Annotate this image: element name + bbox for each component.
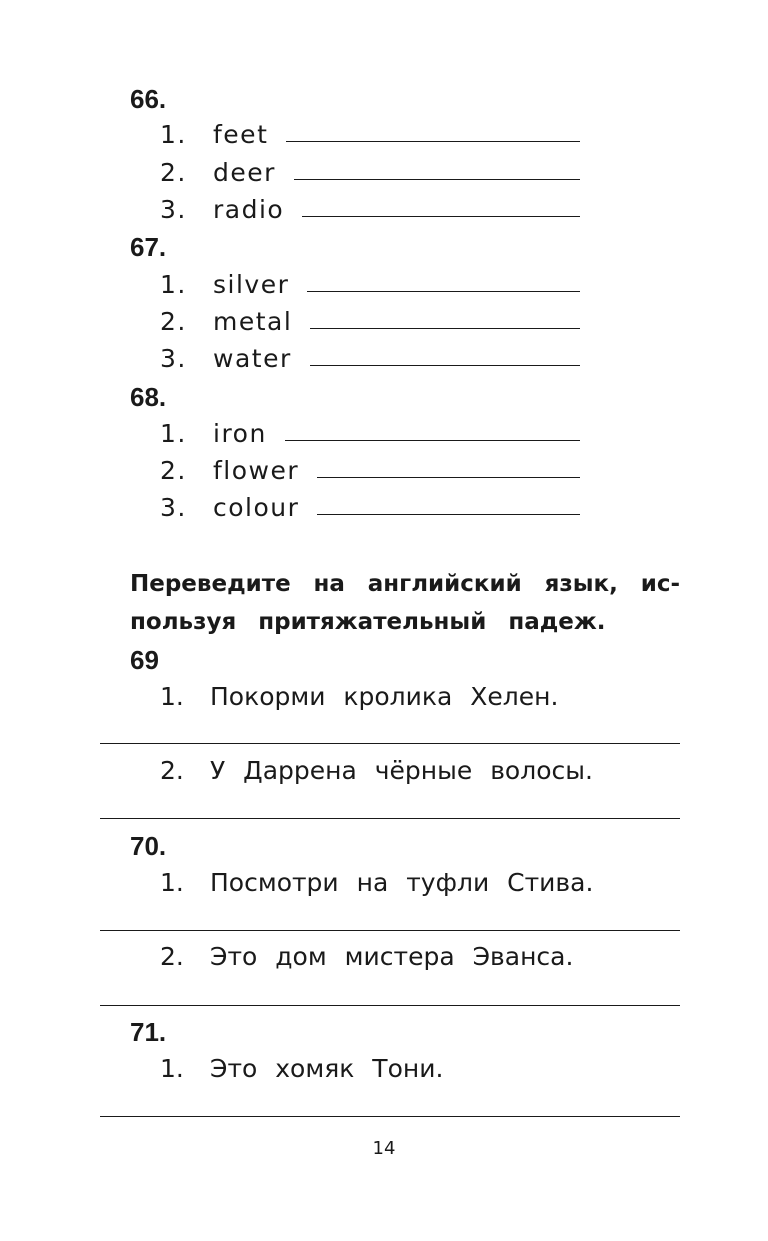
- exercise-71-number: 71.: [130, 1017, 167, 1047]
- item-index: 1.: [160, 270, 187, 299]
- answer-line[interactable]: [317, 493, 580, 515]
- exercise-66-item-1: [160, 120, 580, 150]
- item-index: 1.: [160, 682, 184, 711]
- exercise-70-item-1: [160, 868, 593, 898]
- item-index: 3.: [160, 493, 187, 522]
- item-word: radio: [213, 195, 285, 224]
- answer-line[interactable]: [302, 195, 580, 217]
- exercise-68-item-2: [160, 456, 580, 486]
- item-index: 2.: [160, 158, 187, 187]
- item-word: feet: [213, 120, 269, 149]
- item-index: 3.: [160, 195, 187, 224]
- answer-line[interactable]: [294, 158, 580, 180]
- exercise-70-number: 70.: [130, 831, 167, 861]
- item-sentence: У Даррена чёрные волосы.: [210, 756, 593, 785]
- answer-line[interactable]: [307, 270, 580, 292]
- item-index: 2.: [160, 456, 187, 485]
- item-sentence: Это хомяк Тони.: [210, 1054, 444, 1083]
- answer-line[interactable]: [310, 307, 580, 329]
- instruction-line-2: пользуя притяжательный падеж.: [130, 609, 606, 635]
- answer-line[interactable]: [286, 120, 580, 142]
- item-index: 2.: [160, 942, 184, 971]
- item-word: deer: [213, 158, 276, 187]
- item-index: 1.: [160, 868, 184, 897]
- instruction-line-1: Переведите на английский язык, ис-: [130, 571, 680, 597]
- item-index: 2.: [160, 756, 184, 785]
- exercise-68-item-3: [160, 493, 580, 523]
- exercise-68-item-1: [160, 419, 580, 449]
- exercise-67-number: 67.: [130, 232, 167, 262]
- exercise-66-item-3: [160, 195, 580, 225]
- answer-line[interactable]: [100, 743, 680, 744]
- exercise-68-number: 68.: [130, 382, 167, 412]
- item-word: iron: [213, 419, 267, 448]
- item-sentence: Это дом мистера Эванса.: [210, 942, 574, 971]
- answer-line[interactable]: [317, 456, 580, 478]
- exercise-67-item-2: [160, 307, 580, 337]
- item-index: 3.: [160, 344, 187, 373]
- answer-line[interactable]: [100, 930, 680, 931]
- page-number: 14: [372, 1138, 396, 1159]
- exercise-70-item-2: [160, 942, 573, 972]
- item-index: 2.: [160, 307, 187, 336]
- answer-line[interactable]: [310, 344, 580, 366]
- answer-line[interactable]: [285, 419, 580, 441]
- exercise-67-item-3: [160, 344, 580, 374]
- exercise-71-item-1: [160, 1054, 443, 1084]
- exercise-66-number: 66.: [130, 84, 167, 114]
- item-word: metal: [213, 307, 293, 336]
- exercise-69-number: 69: [130, 645, 159, 675]
- answer-line[interactable]: [100, 1005, 680, 1006]
- item-sentence: Покорми кролика Хелен.: [210, 682, 559, 711]
- exercise-66-item-2: [160, 158, 580, 188]
- exercise-67-item-1: [160, 270, 580, 300]
- item-sentence: Посмотри на туфли Стива.: [210, 868, 594, 897]
- exercise-69-item-1: [160, 682, 558, 712]
- item-index: 1.: [160, 419, 187, 448]
- exercise-69-item-2: [160, 756, 593, 786]
- item-word: flower: [213, 456, 300, 485]
- item-index: 1.: [160, 1054, 184, 1083]
- item-word: water: [213, 344, 292, 373]
- item-index: 1.: [160, 120, 187, 149]
- item-word: colour: [213, 493, 300, 522]
- answer-line[interactable]: [100, 818, 680, 819]
- item-word: silver: [213, 270, 290, 299]
- answer-line[interactable]: [100, 1116, 680, 1117]
